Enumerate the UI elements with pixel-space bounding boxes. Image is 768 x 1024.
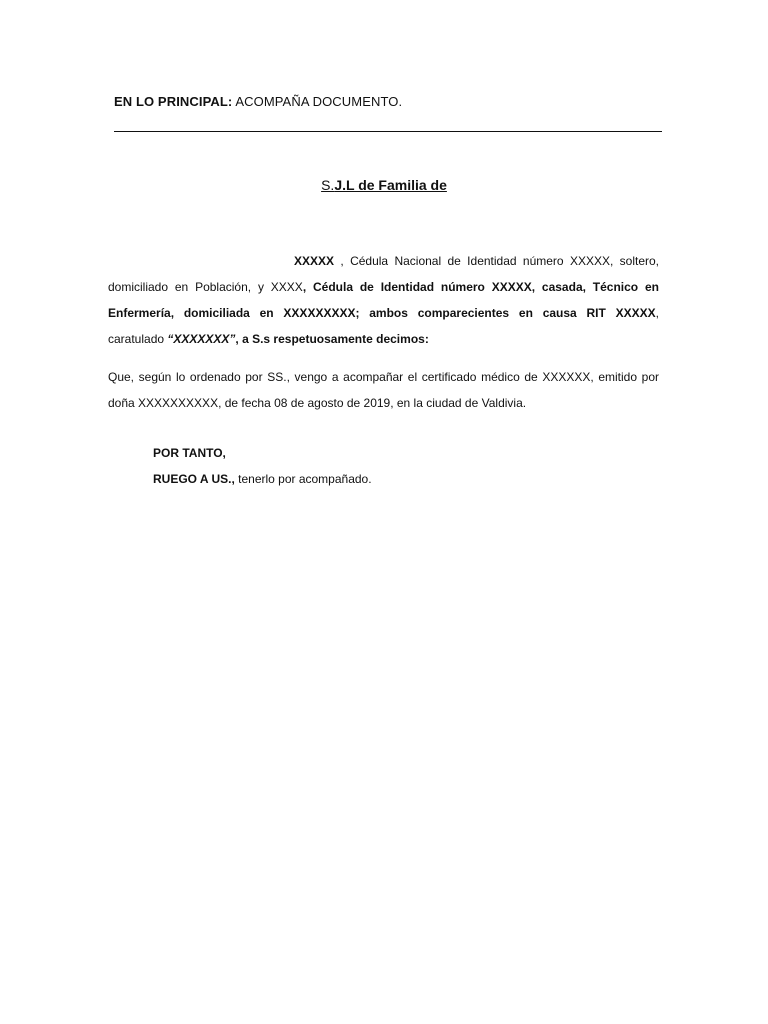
ruego-label: RUEGO A US.,	[153, 472, 235, 486]
paragraph1-text-1: , Cédula Nacional de Identidad número XXXXX, soltero, domiciliado en Población, y XXXX	[108, 254, 659, 294]
paragraph1-text-4: , caratulado	[108, 306, 660, 346]
rit-number: RIT XXXXX	[586, 306, 656, 320]
caratula: “XXXXXXX”	[167, 332, 236, 346]
heading-line	[114, 94, 402, 109]
por-tanto: POR TANTO,	[153, 446, 226, 460]
paragraph1-text-3: ; ambos comparecientes en causa	[355, 306, 587, 320]
addressee	[0, 177, 768, 193]
paragraph1-text-2: , Cédula de Identidad número XXXXX, casada, Técnico en Enfermería, domiciliada en XXXXXXXXX	[108, 280, 659, 320]
closing-por-tanto	[153, 446, 226, 460]
compareciente-name: XXXXX	[294, 254, 335, 268]
heading-label: EN LO PRINCIPAL:	[114, 94, 233, 109]
paragraph-comparecientes	[108, 248, 659, 352]
paragraph1-text-5: , a S.s respetuosamente decimos:	[235, 332, 429, 346]
divider-line	[114, 131, 662, 132]
heading-text: ACOMPAÑA DOCUMENTO.	[232, 94, 403, 109]
addressee-main: J.L de Familia de	[334, 177, 447, 193]
ruego-text: tenerlo por acompañado.	[234, 472, 372, 486]
paragraph-solicitud: Que, según lo ordenado por SS., vengo a acompañar el certificado médico de XXXXXX, emitido por doña XXXXXXXXXX, de fecha 08 de agosto de 2019, en la ciudad de Valdivia.	[108, 370, 659, 410]
addressee-prefix: S.	[321, 177, 335, 193]
closing-ruego	[153, 472, 372, 486]
